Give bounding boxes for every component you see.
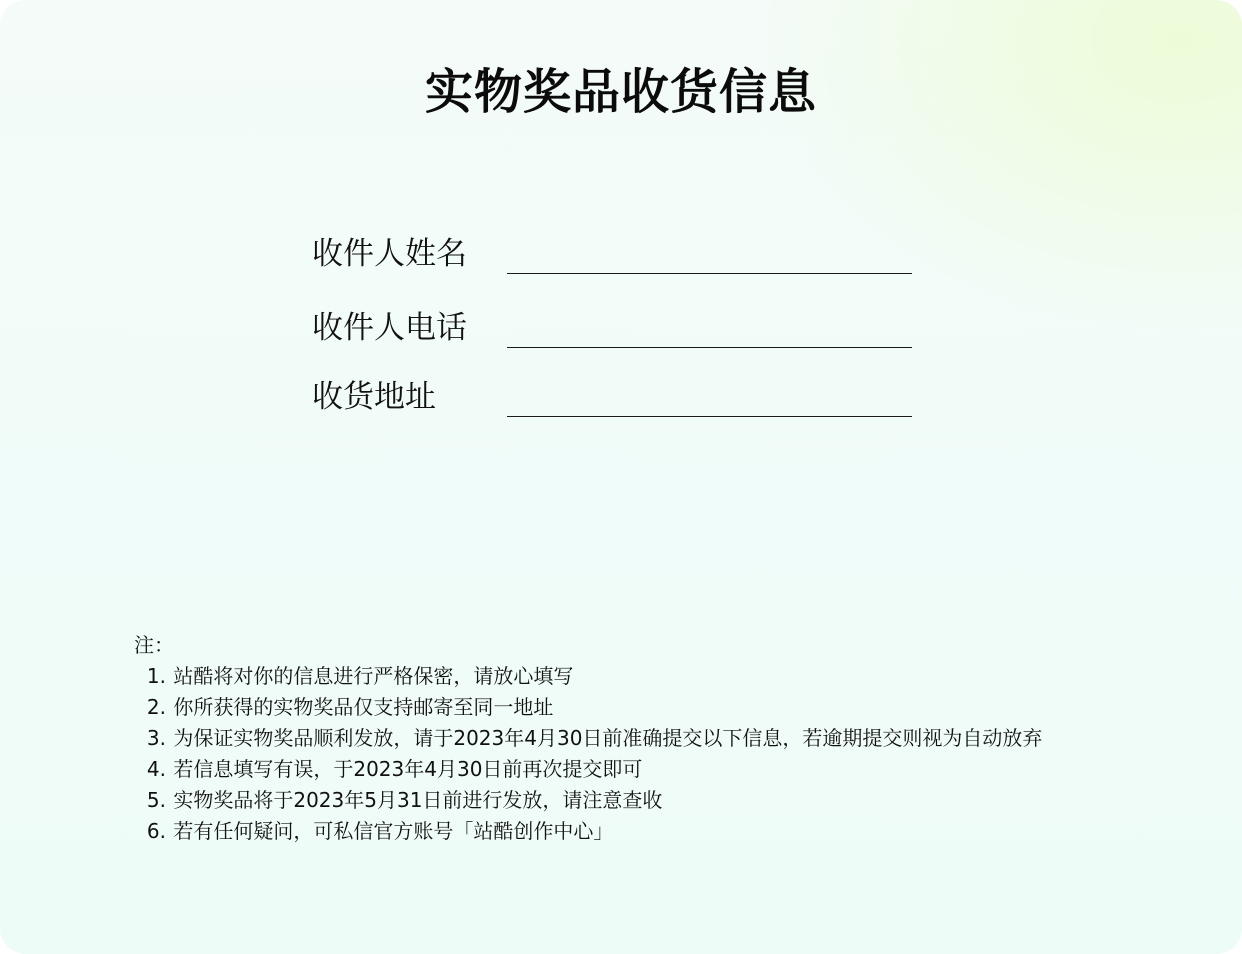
shipping-address-field: [312, 375, 912, 419]
note-item: [134, 785, 1194, 816]
note-number: 2.: [146, 695, 166, 719]
shipping-address-input[interactable]: [507, 375, 912, 417]
note-item: [134, 661, 1194, 692]
note-item: [134, 692, 1194, 723]
note-item: [134, 754, 1194, 785]
note-item: [134, 723, 1194, 754]
recipient-phone-input[interactable]: [507, 306, 912, 348]
note-text: 若信息填写有误，于2023年4月30日前再次提交即可: [173, 757, 643, 781]
note-text: 站酷将对你的信息进行严格保密，请放心填写: [173, 664, 574, 688]
notes-list: [134, 661, 1194, 847]
recipient-phone-label: 收件人电话: [312, 310, 467, 346]
recipient-name-label: 收件人姓名: [312, 236, 467, 272]
recipient-name-field: [312, 232, 912, 276]
note-number: 5.: [146, 788, 166, 812]
recipient-name-input[interactable]: [507, 232, 912, 274]
page-title: 实物奖品收货信息: [424, 64, 817, 120]
notes-heading: 注：: [134, 633, 174, 657]
note-number: 3.: [146, 726, 166, 750]
note-text: 若有任何疑问，可私信官方账号「站酷创作中心」: [173, 819, 614, 843]
note-number: 1.: [146, 664, 166, 688]
note-number: 6.: [146, 819, 166, 843]
note-number: 4.: [146, 757, 166, 781]
recipient-phone-field: [312, 306, 912, 350]
note-text: 你所获得的实物奖品仅支持邮寄至同一地址: [173, 695, 554, 719]
note-item: [134, 816, 1194, 847]
shipping-address-label: 收货地址: [312, 379, 436, 415]
note-text: 为保证实物奖品顺利发放，请于2023年4月30日前准确提交以下信息，若逾期提交则视为自动放弃: [173, 726, 1043, 750]
notes-section: [134, 630, 1194, 847]
note-text: 实物奖品将于2023年5月31日前进行发放，请注意查收: [173, 788, 663, 812]
